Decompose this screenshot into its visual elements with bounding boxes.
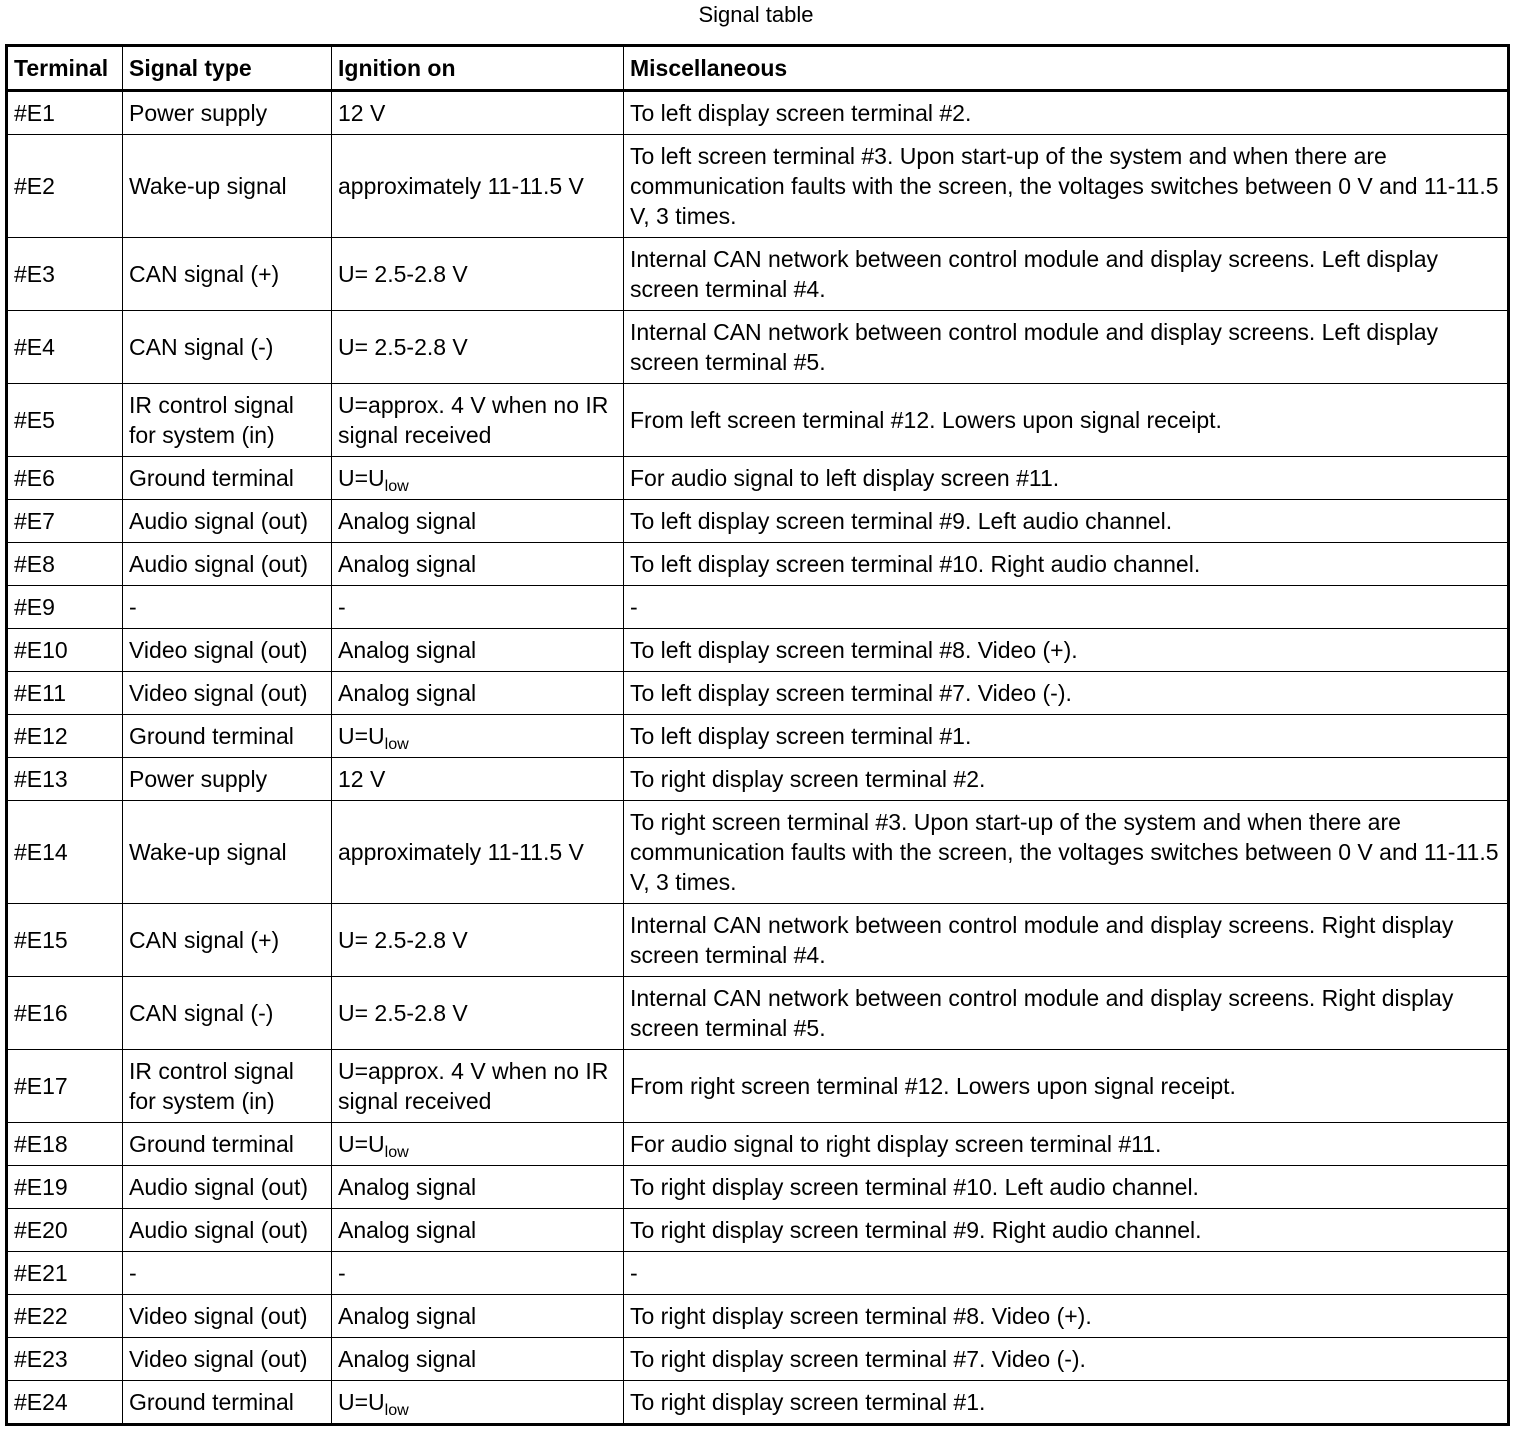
cell-ignition-on: Analog signal bbox=[332, 1295, 624, 1338]
ignition-subscript: low bbox=[384, 1401, 409, 1419]
cell-signal-type: Power supply bbox=[123, 91, 332, 135]
cell-miscellaneous: Internal CAN network between control module and display screens. Right display screen terminal #5. bbox=[624, 977, 1509, 1050]
cell-terminal: #E18 bbox=[7, 1123, 123, 1166]
cell-miscellaneous: To left display screen terminal #7. Video (-). bbox=[624, 672, 1509, 715]
cell-ignition-on bbox=[332, 457, 624, 500]
table-row bbox=[7, 1381, 1509, 1425]
cell-ignition-on: U=approx. 4 V when no IR signal received bbox=[332, 384, 624, 457]
cell-miscellaneous: To right display screen terminal #2. bbox=[624, 758, 1509, 801]
cell-signal-type: IR control signal for system (in) bbox=[123, 1050, 332, 1123]
cell-miscellaneous: From right screen terminal #12. Lowers upon signal receipt. bbox=[624, 1050, 1509, 1123]
cell-terminal: #E11 bbox=[7, 672, 123, 715]
table-row bbox=[7, 977, 1509, 1050]
cell-signal-type: CAN signal (+) bbox=[123, 238, 332, 311]
cell-terminal: #E22 bbox=[7, 1295, 123, 1338]
header-miscellaneous: Miscellaneous bbox=[624, 46, 1509, 91]
cell-ignition-on: Analog signal bbox=[332, 1166, 624, 1209]
cell-ignition-on: U= 2.5-2.8 V bbox=[332, 977, 624, 1050]
header-row bbox=[7, 46, 1509, 91]
cell-signal-type: - bbox=[123, 586, 332, 629]
table-row bbox=[7, 500, 1509, 543]
table-row bbox=[7, 758, 1509, 801]
table-row bbox=[7, 1050, 1509, 1123]
cell-miscellaneous: Internal CAN network between control module and display screens. Left display screen terminal #5. bbox=[624, 311, 1509, 384]
cell-miscellaneous: To right screen terminal #3. Upon start-up of the system and when there are communication faults with the screen, the voltages switches between 0 V and 11-11.5 V, 3 times. bbox=[624, 801, 1509, 904]
cell-signal-type: Audio signal (out) bbox=[123, 500, 332, 543]
cell-terminal: #E2 bbox=[7, 135, 123, 238]
cell-miscellaneous: Internal CAN network between control module and display screens. Right display screen terminal #4. bbox=[624, 904, 1509, 977]
cell-ignition-on: - bbox=[332, 586, 624, 629]
table-caption: Signal table bbox=[698, 2, 814, 27]
cell-terminal: #E19 bbox=[7, 1166, 123, 1209]
cell-signal-type: Ground terminal bbox=[123, 1381, 332, 1425]
cell-ignition-on: approximately 11-11.5 V bbox=[332, 135, 624, 238]
cell-signal-type: Ground terminal bbox=[123, 715, 332, 758]
table-row bbox=[7, 1252, 1509, 1295]
table-row bbox=[7, 586, 1509, 629]
cell-terminal: #E12 bbox=[7, 715, 123, 758]
cell-miscellaneous: To right display screen terminal #10. Left audio channel. bbox=[624, 1166, 1509, 1209]
cell-miscellaneous: - bbox=[624, 1252, 1509, 1295]
cell-miscellaneous: - bbox=[624, 586, 1509, 629]
cell-terminal: #E1 bbox=[7, 91, 123, 135]
header-ignition-on: Ignition on bbox=[332, 46, 624, 91]
header-terminal: Terminal bbox=[7, 46, 123, 91]
cell-terminal: #E16 bbox=[7, 977, 123, 1050]
cell-signal-type: Wake-up signal bbox=[123, 135, 332, 238]
table-header bbox=[7, 46, 1509, 91]
cell-signal-type: CAN signal (-) bbox=[123, 977, 332, 1050]
cell-signal-type: Ground terminal bbox=[123, 1123, 332, 1166]
cell-ignition-on: 12 V bbox=[332, 91, 624, 135]
cell-ignition-on: Analog signal bbox=[332, 543, 624, 586]
table-row bbox=[7, 1295, 1509, 1338]
table-row bbox=[7, 384, 1509, 457]
table-row bbox=[7, 629, 1509, 672]
table-row bbox=[7, 1166, 1509, 1209]
cell-terminal: #E8 bbox=[7, 543, 123, 586]
cell-signal-type: CAN signal (+) bbox=[123, 904, 332, 977]
table-row bbox=[7, 311, 1509, 384]
table-row bbox=[7, 135, 1509, 238]
cell-signal-type: Video signal (out) bbox=[123, 629, 332, 672]
cell-ignition-on: U= 2.5-2.8 V bbox=[332, 904, 624, 977]
ignition-subscript: low bbox=[384, 735, 409, 753]
cell-miscellaneous: To right display screen terminal #1. bbox=[624, 1381, 1509, 1425]
cell-miscellaneous: From left screen terminal #12. Lowers upon signal receipt. bbox=[624, 384, 1509, 457]
cell-terminal: #E17 bbox=[7, 1050, 123, 1123]
cell-ignition-on: Analog signal bbox=[332, 629, 624, 672]
cell-terminal: #E20 bbox=[7, 1209, 123, 1252]
cell-terminal: #E14 bbox=[7, 801, 123, 904]
ignition-subscript: low bbox=[384, 1143, 409, 1161]
ignition-value: U=U bbox=[338, 465, 385, 491]
cell-terminal: #E5 bbox=[7, 384, 123, 457]
cell-terminal: #E7 bbox=[7, 500, 123, 543]
table-row bbox=[7, 457, 1509, 500]
table-row bbox=[7, 672, 1509, 715]
table-row bbox=[7, 543, 1509, 586]
cell-signal-type: Audio signal (out) bbox=[123, 1166, 332, 1209]
cell-signal-type: Video signal (out) bbox=[123, 1295, 332, 1338]
cell-ignition-on: 12 V bbox=[332, 758, 624, 801]
cell-ignition-on: U= 2.5-2.8 V bbox=[332, 238, 624, 311]
table-row bbox=[7, 801, 1509, 904]
cell-terminal: #E23 bbox=[7, 1338, 123, 1381]
cell-signal-type: IR control signal for system (in) bbox=[123, 384, 332, 457]
cell-terminal: #E6 bbox=[7, 457, 123, 500]
ignition-value: U=U bbox=[338, 723, 385, 749]
cell-signal-type: Ground terminal bbox=[123, 457, 332, 500]
cell-signal-type: Wake-up signal bbox=[123, 801, 332, 904]
cell-ignition-on: Analog signal bbox=[332, 500, 624, 543]
cell-ignition-on bbox=[332, 1381, 624, 1425]
cell-miscellaneous: For audio signal to left display screen #11. bbox=[624, 457, 1509, 500]
cell-ignition-on: - bbox=[332, 1252, 624, 1295]
cell-signal-type: Audio signal (out) bbox=[123, 543, 332, 586]
cell-ignition-on bbox=[332, 715, 624, 758]
cell-ignition-on: Analog signal bbox=[332, 1338, 624, 1381]
cell-miscellaneous: To left display screen terminal #1. bbox=[624, 715, 1509, 758]
cell-miscellaneous: To right display screen terminal #8. Video (+). bbox=[624, 1295, 1509, 1338]
table-row bbox=[7, 904, 1509, 977]
table-row bbox=[7, 1209, 1509, 1252]
cell-miscellaneous: To left display screen terminal #8. Video (+). bbox=[624, 629, 1509, 672]
cell-terminal: #E24 bbox=[7, 1381, 123, 1425]
cell-ignition-on: U=approx. 4 V when no IR signal received bbox=[332, 1050, 624, 1123]
cell-miscellaneous: Internal CAN network between control module and display screens. Left display screen terminal #4. bbox=[624, 238, 1509, 311]
cell-signal-type: Video signal (out) bbox=[123, 1338, 332, 1381]
ignition-value: U=U bbox=[338, 1131, 385, 1157]
cell-terminal: #E21 bbox=[7, 1252, 123, 1295]
cell-ignition-on bbox=[332, 1123, 624, 1166]
cell-miscellaneous: To left display screen terminal #10. Right audio channel. bbox=[624, 543, 1509, 586]
cell-miscellaneous: To right display screen terminal #9. Right audio channel. bbox=[624, 1209, 1509, 1252]
cell-signal-type: Video signal (out) bbox=[123, 672, 332, 715]
table-row bbox=[7, 1123, 1509, 1166]
cell-terminal: #E10 bbox=[7, 629, 123, 672]
cell-signal-type: Audio signal (out) bbox=[123, 1209, 332, 1252]
table-row bbox=[7, 1338, 1509, 1381]
table-row bbox=[7, 715, 1509, 758]
cell-miscellaneous: To left screen terminal #3. Upon start-up of the system and when there are communication faults with the screen, the voltages switches between 0 V and 11-11.5 V, 3 times. bbox=[624, 135, 1509, 238]
cell-terminal: #E3 bbox=[7, 238, 123, 311]
cell-miscellaneous: For audio signal to right display screen terminal #11. bbox=[624, 1123, 1509, 1166]
table-row bbox=[7, 91, 1509, 135]
signal-table bbox=[5, 44, 1510, 1426]
cell-terminal: #E13 bbox=[7, 758, 123, 801]
cell-miscellaneous: To left display screen terminal #9. Left audio channel. bbox=[624, 500, 1509, 543]
cell-ignition-on: U= 2.5-2.8 V bbox=[332, 311, 624, 384]
ignition-value: U=U bbox=[338, 1389, 385, 1415]
cell-miscellaneous: To right display screen terminal #7. Video (-). bbox=[624, 1338, 1509, 1381]
cell-terminal: #E4 bbox=[7, 311, 123, 384]
ignition-subscript: low bbox=[384, 477, 409, 495]
cell-miscellaneous: To left display screen terminal #2. bbox=[624, 91, 1509, 135]
table-body bbox=[7, 91, 1509, 1425]
cell-ignition-on: Analog signal bbox=[332, 1209, 624, 1252]
cell-signal-type: - bbox=[123, 1252, 332, 1295]
cell-ignition-on: Analog signal bbox=[332, 672, 624, 715]
header-signal-type: Signal type bbox=[123, 46, 332, 91]
cell-ignition-on: approximately 11-11.5 V bbox=[332, 801, 624, 904]
cell-signal-type: CAN signal (-) bbox=[123, 311, 332, 384]
cell-terminal: #E15 bbox=[7, 904, 123, 977]
cell-terminal: #E9 bbox=[7, 586, 123, 629]
cell-signal-type: Power supply bbox=[123, 758, 332, 801]
table-row bbox=[7, 238, 1509, 311]
